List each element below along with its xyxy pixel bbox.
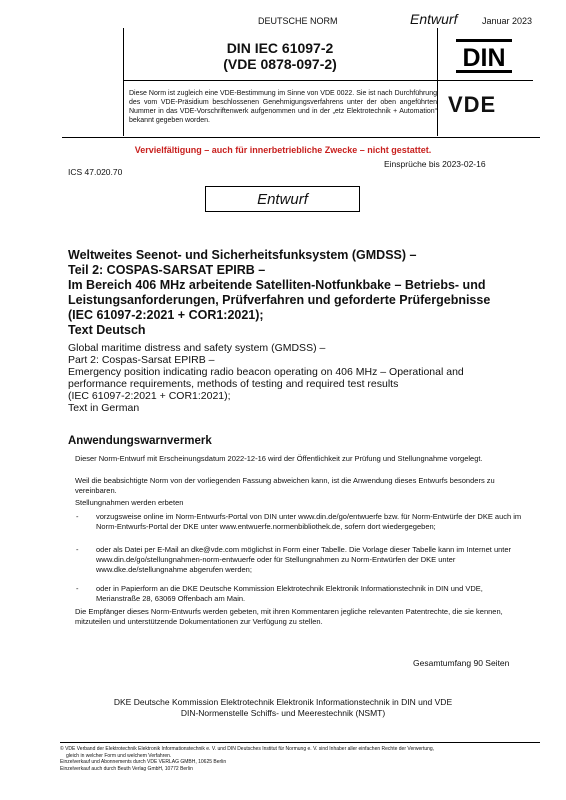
copyright-notice — [60, 746, 540, 772]
ics-code: ICS 47.020.70 — [68, 167, 123, 177]
list-item-email: oder als Datei per E-Mail an dke@vde.com möglichst in Form einer Tabelle. Die Vorlage dieser Tabelle kann im Internet unter www.din.de/go/stellungnahmen-norm-entwuerfe oder für Stellungnahmen zu Norm-Entwürfen der DKE unter www.dke.de/stellungnahme abgerufen werden; — [96, 545, 512, 574]
footer-divider — [60, 742, 540, 743]
title-en-line: Global maritime distress and safety system (GMDSS) – — [68, 342, 326, 354]
title-german — [68, 248, 538, 338]
vde-note: Diese Norm ist zugleich eine VDE-Bestimmung im Sinne von VDE 0022. Sie ist nach Durchführung des vom VDE-Präsidium beschlossenen Genehmigungsverfahrens unter der oben angeführten Nummer in das VDE-Vorschriftenwerk aufgenommen und in der „etz Elektrotechnik + Automation“ bekannt gegeben worden. — [129, 90, 437, 124]
title-de-line: (IEC 61097-2:2021 + COR1:2021); — [68, 308, 264, 322]
title-en-line: Part 2: Cospas-Sarsat EPIRB – — [68, 354, 215, 366]
warning-paragraph-1: Dieser Norm-Entwurf mit Erscheinungsdatum 2022-12-16 wird der Öffentlichkeit zur Prüfung und Stellungnahme vorgelegt. — [75, 454, 483, 463]
list-dash: - — [76, 584, 79, 593]
list-dash: - — [76, 545, 79, 554]
title-de-line: Teil 2: COSPAS-SARSAT EPIRB – — [68, 263, 266, 277]
committee-line-1: DKE Deutsche Kommission Elektrotechnik Elektronik Informationstechnik in DIN und VDE — [113, 697, 453, 707]
title-de-line: Weltweites Seenot- und Sicherheitsfunksystem (GMDSS) – — [68, 248, 417, 262]
frame-line-mid — [123, 80, 533, 81]
title-de-line: Leistungsanforderungen, Prüfverfahren und geforderte Prüfergebnisse — [68, 293, 491, 307]
title-de-line: Im Bereich 406 MHz arbeitende Satelliten-Notfunkbake – Betriebs- und — [68, 278, 486, 292]
copyright-line: Einzelverkauf und Abonnements durch VDE VERLAG GMBH, 10625 Berlin — [60, 759, 227, 765]
copyright-line: © VDE Verband der Elektrotechnik Elektronik Informationstechnik e. V. und DIN Deutsches Institut für Normung e. V. sind Inhaber aller einfachen Rechte der Verwertung, — [60, 746, 435, 752]
document-number: DIN IEC 61097-2 — [226, 40, 334, 56]
copyright-line: gleich in welcher Form und welchem Verfahren. — [66, 752, 172, 759]
vde-logo: VDE — [448, 92, 497, 117]
vde-number: (VDE 0878-097-2) — [223, 56, 337, 72]
title-en-line: performance requirements, methods of testing and required test results — [68, 378, 399, 390]
document-number-block — [123, 34, 437, 80]
title-de-line: Text Deutsch — [68, 323, 146, 337]
warning-paragraph-4: Die Empfänger dieses Norm-Entwurfs werden gebeten, mit ihren Kommentaren jegliche relevanten Patentrechte, die sie kennen, mitzuteilen und unterstützende Dokumentationen zur Verfügung zu stellen. — [75, 607, 503, 626]
list-item-paper: oder in Papierform an die DKE Deutsche Kommission Elektrotechnik Elektronik Informationstechnik in DIN und VDE, Merianstraße 28, 63069 Offenbach am Main. — [96, 584, 483, 603]
warning-paragraph-3: Stellungnahmen werden erbeten — [75, 498, 184, 507]
committee-block — [0, 697, 566, 719]
list-dash: - — [76, 512, 79, 521]
issue-date: Januar 2023 — [482, 16, 533, 26]
title-english — [68, 342, 538, 414]
list-item-online: vorzugsweise online im Norm-Entwurfs-Portal von DIN unter www.din.de/go/entwuerfe bzw. für Norm-Entwürfe der DKE auch im Norm-Entwurfs-Portal der DKE unter www.entwuerfe.normenbibliothek.de, sofern dort wiedergegeben; — [96, 512, 522, 531]
total-pages: Gesamtumfang 90 Seiten — [413, 658, 510, 668]
title-en-line: (IEC 61097-2:2021 + COR1:2021); — [68, 390, 231, 402]
frame-line-right — [437, 28, 438, 136]
objection-deadline: Einsprüche bis 2023-02-16 — [384, 159, 486, 169]
standard-label: DEUTSCHE NORM — [258, 16, 338, 26]
title-en-line: Emergency position indicating radio beacon operating on 406 MHz – Operational and — [68, 366, 464, 378]
draft-box: Entwurf — [205, 186, 360, 212]
warning-paragraph-2: Weil die beabsichtigte Norm von der vorliegenden Fassung abweichen kann, ist die Anwendung dieses Entwurfs besonders zu vereinbaren. — [75, 476, 495, 495]
draft-label: Entwurf — [410, 11, 458, 27]
din-logo — [455, 38, 513, 74]
din-logo-text: DIN — [462, 44, 506, 72]
title-en-line: Text in German — [68, 402, 140, 414]
committee-line-2: DIN-Normenstelle Schiffs- und Meerestechnik (NSMT) — [180, 708, 386, 718]
copyright-line: Einzelverkauf auch durch Beuth Verlag GmbH, 10772 Berlin — [60, 765, 193, 772]
warning-heading: Anwendungswarnvermerk — [68, 435, 212, 447]
frame-line-bottom — [62, 137, 540, 138]
reproduction-notice: Vervielfältigung – auch für innerbetriebliche Zwecke – nicht gestattet. — [134, 145, 432, 155]
